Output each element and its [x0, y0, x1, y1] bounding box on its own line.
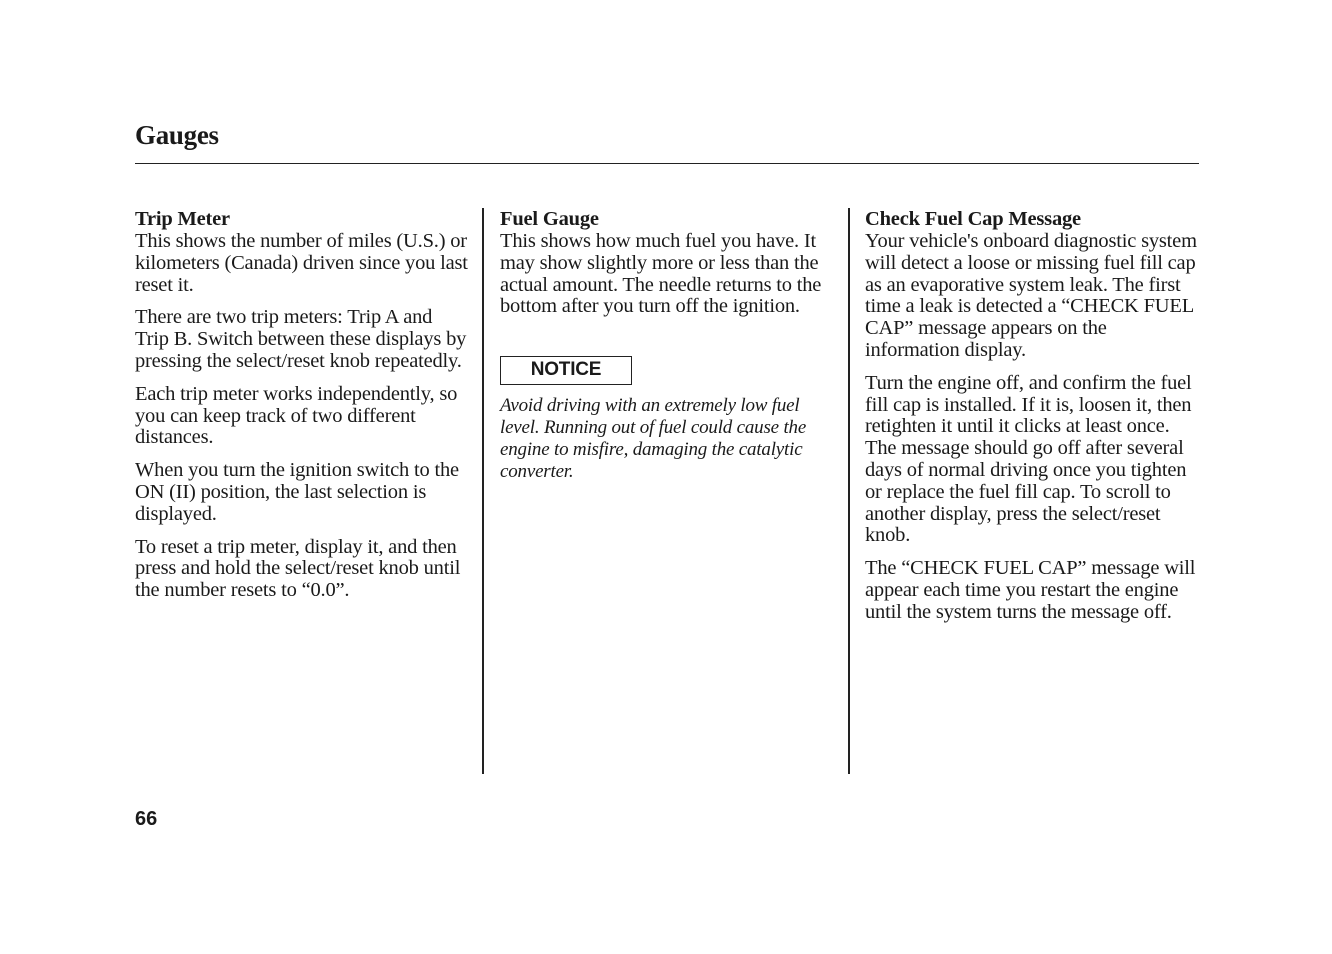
- trip-meter-paragraph: When you turn the ignition switch to the ON (II) position, the last selection is displayed.: [135, 459, 459, 525]
- column-divider-left: [482, 208, 484, 774]
- notice-text: Avoid driving with an extremely low fuel level. Running out of fuel could cause the engine to misfire, damaging the catalytic converter.: [500, 395, 807, 482]
- trip-meter-paragraph: This shows the number of miles (U.S.) or kilometers (Canada) driven since you last reset it.: [135, 230, 468, 296]
- title-divider: [135, 163, 1199, 164]
- page-number: 66: [135, 808, 158, 830]
- check-fuel-cap-heading: Check Fuel Cap Message: [865, 208, 1081, 230]
- notice-label: NOTICE: [500, 356, 632, 385]
- fuel-gauge-heading: Fuel Gauge: [500, 208, 599, 230]
- trip-meter-paragraph: To reset a trip meter, display it, and then press and hold the select/reset knob until the number resets to “0.0”.: [135, 535, 461, 602]
- page-title: Gauges: [135, 120, 219, 150]
- fuel-gauge-section: [500, 208, 835, 493]
- trip-meter-section: [135, 208, 470, 613]
- trip-meter-heading: Trip Meter: [135, 208, 230, 230]
- column-divider-right: [848, 208, 850, 774]
- check-fuel-cap-paragraph: Turn the engine off, and confirm the fuel fill cap is installed. If it is, loosen it, then retighten it until it clicks at least once. The message should go off after several days of normal driving once you tighten or replace the fuel fill cap. To scroll to another display, press the select/reset knob.: [865, 371, 1192, 547]
- check-fuel-cap-paragraph: The “CHECK FUEL CAP” message will appear each time you restart the engine until the system turns the message off.: [865, 557, 1196, 623]
- check-fuel-cap-paragraph: Your vehicle's onboard diagnostic system will detect a loose or missing fuel fill cap as an evaporative system leak. The first time a leak is detected a “CHECK FUEL CAP” message appears on the information display.: [865, 230, 1197, 361]
- fuel-gauge-paragraph: This shows how much fuel you have. It may show slightly more or less than the actual amount. The needle returns to the bottom after you turn off the ignition.: [500, 230, 822, 318]
- trip-meter-paragraph: Each trip meter works independently, so you can keep track of two different distances.: [135, 382, 458, 449]
- trip-meter-paragraph: There are two trip meters: Trip A and Trip B. Switch between these displays by pressing the select/reset knob repeatedly.: [135, 306, 467, 372]
- check-fuel-cap-section: [865, 208, 1200, 635]
